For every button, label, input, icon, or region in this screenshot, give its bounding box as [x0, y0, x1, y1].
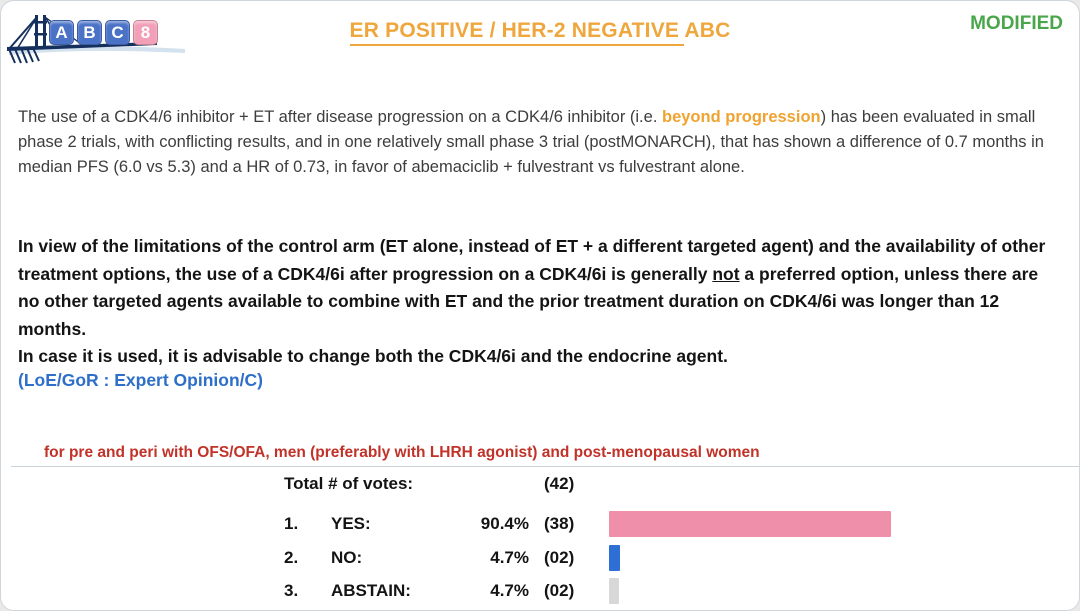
vote-bar-yes [609, 511, 891, 537]
vote-row-count: (02) [544, 547, 575, 567]
vote-row-percent: 4.7% [490, 581, 529, 600]
evidence-text-after: ) has been evaluated in small phase 2 trials, with conflicting results, and in one relatively small phase 3 trial (postMONARCH), that has shown a difference of 0.7 months in median PFS (6.0 vs 5.3) and a HR of 0.73, in favor of abemaciclib + fulvestrant vs fulvestrant alone. [18, 108, 1044, 176]
logo-tile-a: A [49, 20, 74, 45]
logo-tile-8: 8 [133, 20, 158, 45]
votes-total-row [284, 472, 1074, 496]
page-title-underlined: ER POSITIVE / HER-2 NEGATIVE [350, 19, 685, 46]
vote-row-number: 2. [284, 547, 299, 567]
logo-tile-c: C [105, 20, 130, 45]
recommendation-line2: In case it is used, it is advisable to change both the CDK4/6i and the endocrine agent. [18, 346, 728, 366]
evidence-text-before: The use of a CDK4/6 inhibitor + ET after disease progression on a CDK4/6 inhibitor (i.e. [18, 108, 662, 126]
vote-row-label: ABSTAIN: [331, 581, 411, 600]
logo-tile-b: B [77, 20, 102, 45]
population-note: for pre and peri with OFS/OFA, men (preferably with LHRH agonist) and post-menopausal women [44, 444, 760, 461]
modified-badge: MODIFIED [970, 13, 1063, 34]
votes-total-label: Total # of votes: [284, 474, 414, 493]
vote-row-no [284, 545, 1074, 571]
votes-total-count: (42) [544, 474, 575, 493]
recommendation-paragraph [18, 233, 1058, 371]
voting-results [284, 472, 1074, 604]
vote-row-percent: 90.4% [480, 514, 529, 533]
loe-gor-note: (LoE/GoR : Expert Opinion/C) [18, 370, 263, 390]
vote-row-count: (02) [544, 581, 575, 600]
beyond-progression-highlight: beyond progression [662, 108, 821, 126]
vote-row-number: 1. [284, 514, 299, 533]
vote-row-yes [284, 511, 1074, 537]
recommendation-part1: In view of the limitations of the control arm (ET alone, instead of ET + a different targeted agent) and the availability of other treatment options, the use of a CDK4/6i after progression on a CDK4/6i is generally [18, 236, 1046, 284]
vote-row-abstain [284, 578, 1074, 604]
evidence-paragraph [18, 105, 1066, 180]
divider-line [11, 466, 1079, 467]
vote-row-label: NO: [331, 547, 363, 567]
page-title-tail: ABC [684, 19, 731, 42]
recommendation-not-underlined: not [712, 263, 740, 284]
vote-bar-abstain [609, 578, 619, 604]
recommendation-part2: a preferred option, unless there are no other targeted agents available to combine with ET and the prior treatment duration on CDK4/6i was longer than 12 months. [18, 263, 1039, 339]
vote-bar-no [609, 545, 620, 571]
vote-row-number: 3. [284, 581, 299, 600]
vote-row-label: YES: [331, 514, 371, 533]
vote-row-count: (38) [544, 514, 575, 533]
vote-row-percent: 4.7% [490, 547, 529, 567]
page-title [1, 19, 1079, 43]
